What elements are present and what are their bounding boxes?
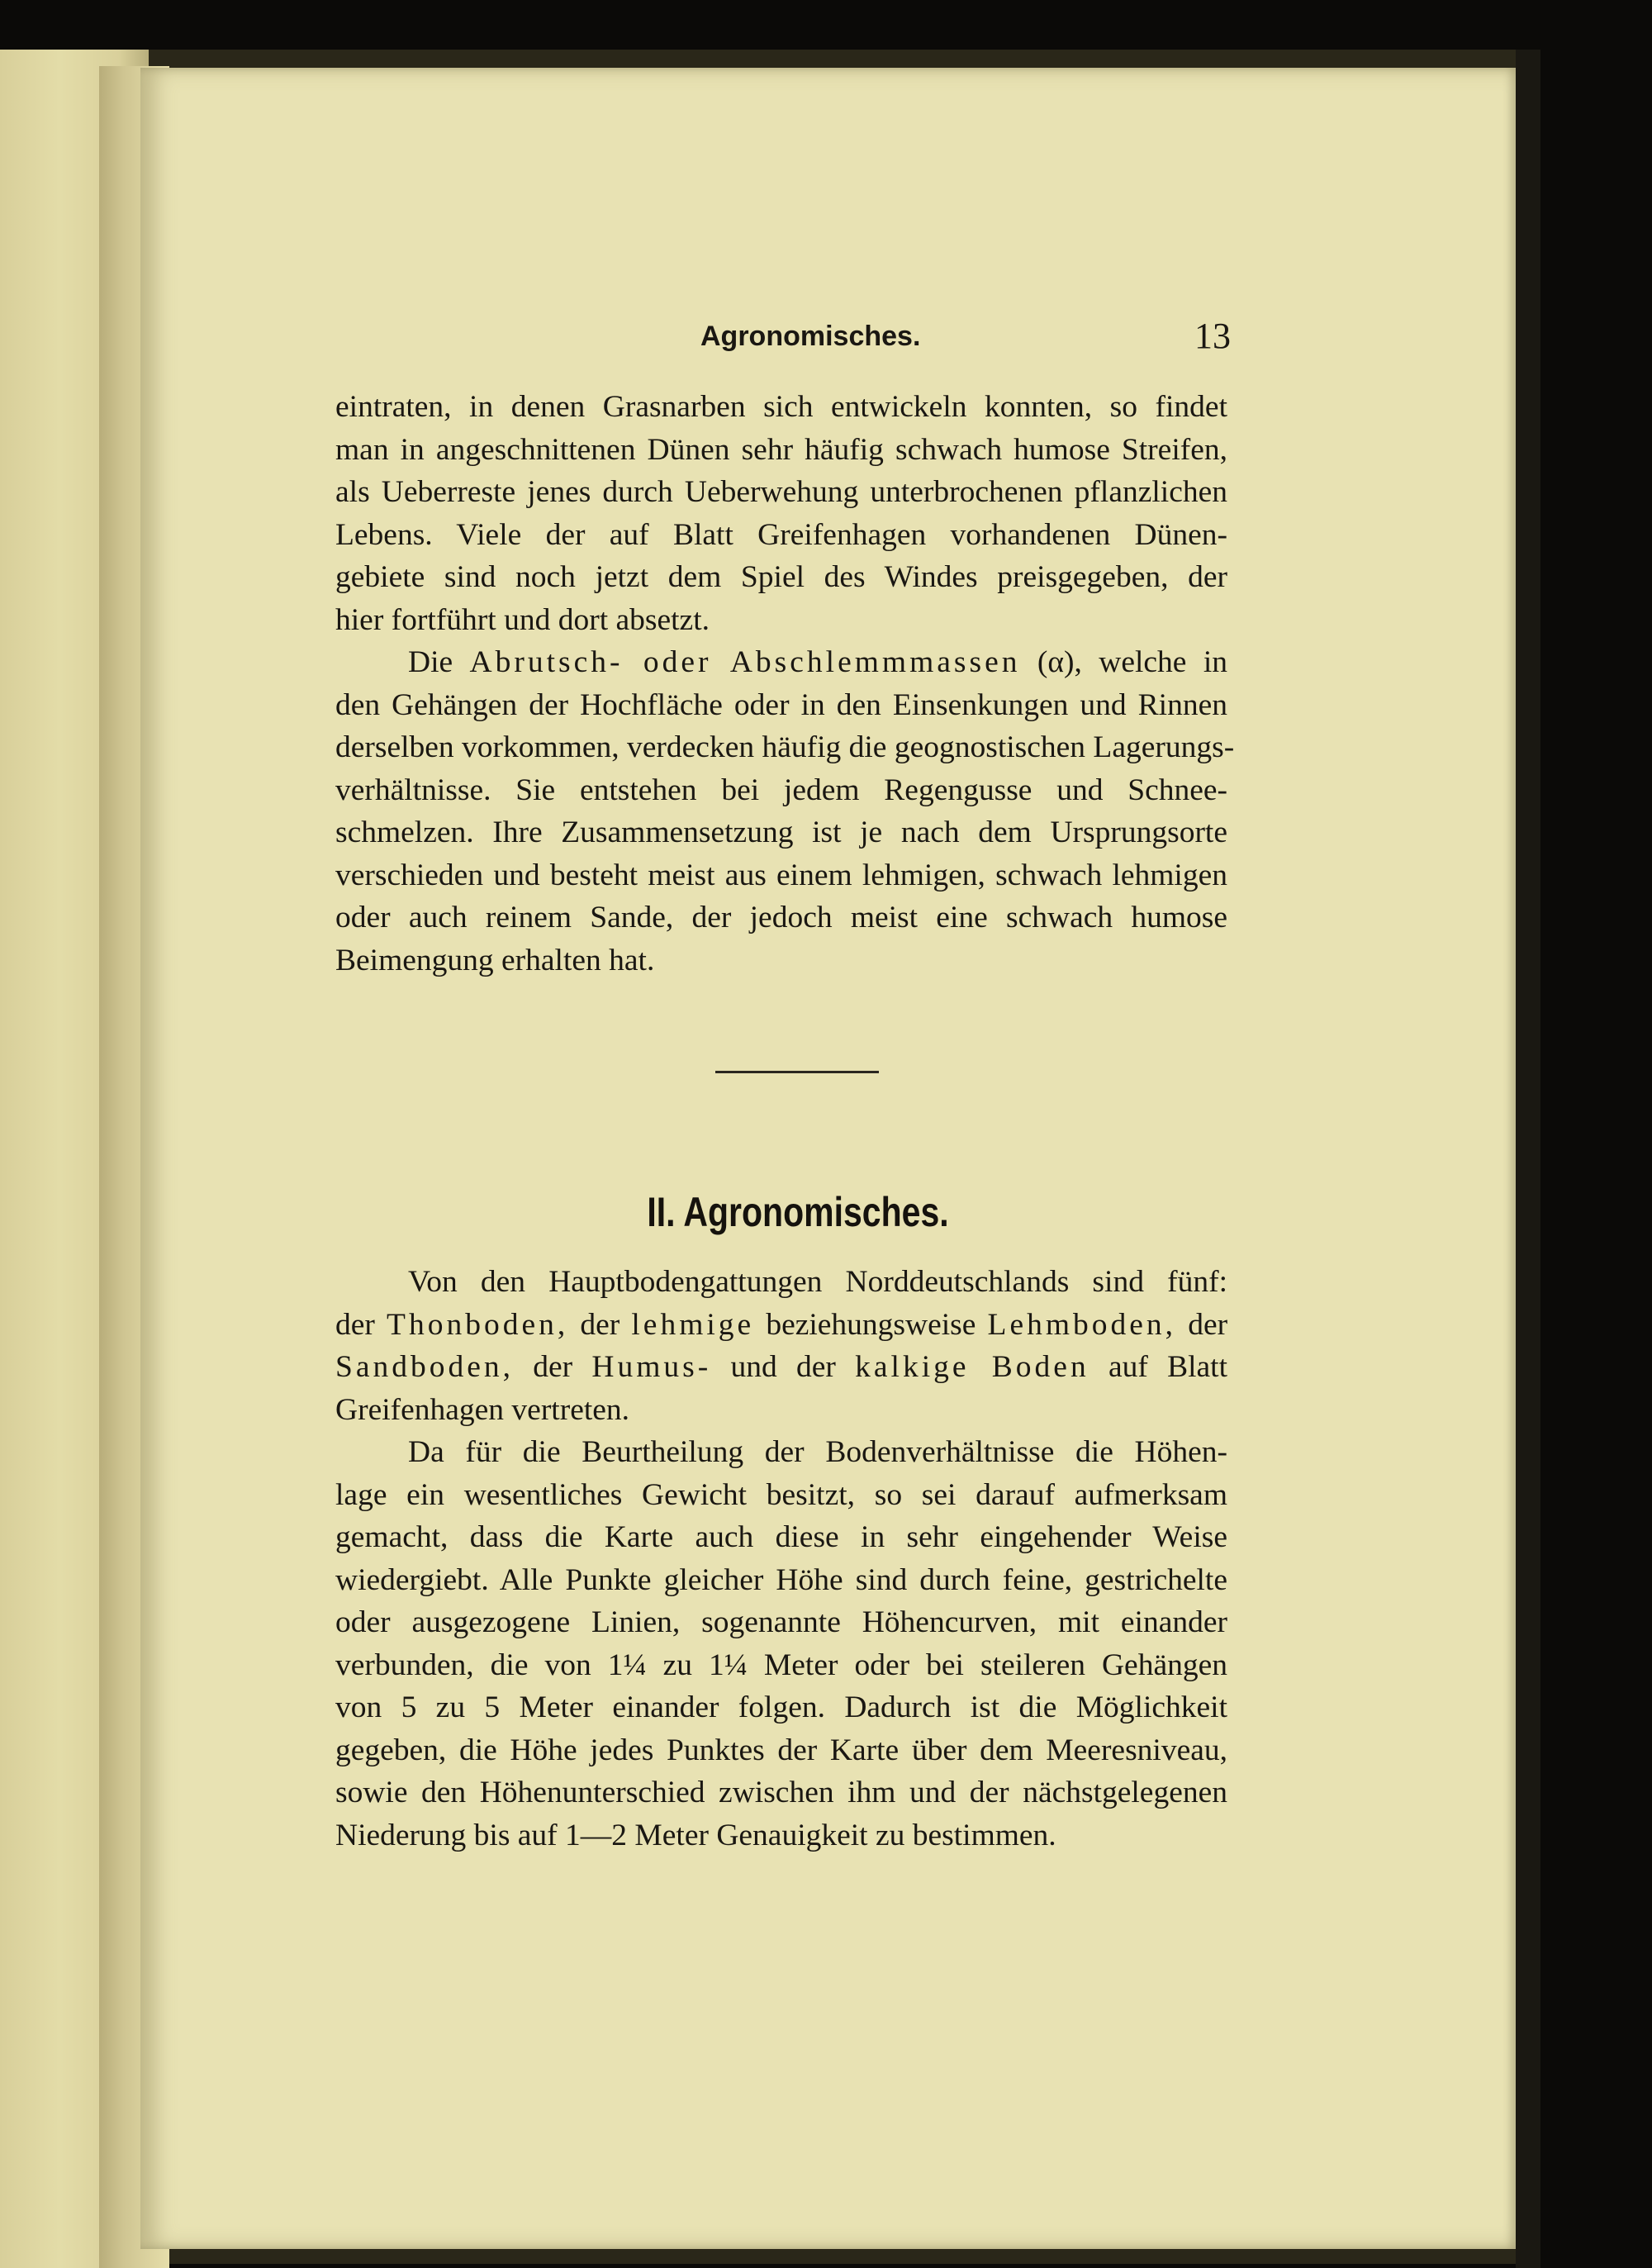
text-line: Niederung bis auf 1—2 Meter Genauigkeit zu bestimmen.: [335, 1818, 1056, 1852]
text-line: derselben vorkommen, verdecken häufig die geognostischen Lagerungs-: [335, 730, 1235, 764]
spaced-term: Thonboden,: [387, 1307, 569, 1342]
text-line: verhältnisse. Sie entstehen bei jedem Regengusse und Schnee-: [335, 773, 1227, 807]
text-line: hier fortführt und dort absetzt.: [335, 602, 710, 637]
text-line: gegeben, die Höhe jedes Punktes der Karte über dem Meeresniveau,: [335, 1733, 1227, 1767]
text-line: als Ueberreste jenes durch Ueberwehung unterbrochenen pflanzlichen: [335, 475, 1227, 509]
text-run: auf Blatt: [1108, 1350, 1227, 1384]
section-heading: II. Agronomisches.: [647, 1189, 949, 1235]
text-run: der: [335, 1307, 375, 1342]
spaced-term: Humus-: [591, 1350, 712, 1384]
text-line: [335, 641, 1227, 684]
text-run: (α), welche in: [1037, 645, 1227, 679]
text-line: [335, 1346, 1227, 1389]
section-divider: [715, 1071, 879, 1073]
text-run: der: [533, 1350, 573, 1384]
text-line: gemacht, dass die Karte auch diese in sehr eingehender Weise: [335, 1520, 1227, 1554]
text-line: Da für die Beurtheilung der Bodenverhältnisse die Höhen-: [408, 1435, 1227, 1469]
spaced-term: Sandboden,: [335, 1350, 515, 1384]
text-line: man in angeschnittenen Dünen sehr häufig schwach humose Streifen,: [335, 432, 1227, 467]
text-line: verschieden und besteht meist aus einem lehmigen, schwach lehmigen: [335, 858, 1227, 892]
text-line: oder ausgezogene Linien, sogenannte Höhencurven, mit einander: [335, 1605, 1227, 1639]
text-line: Lebens. Viele der auf Blatt Greifenhagen vorhandenen Dünen-: [335, 517, 1227, 552]
page-number: 13: [1194, 316, 1231, 356]
text-line: Von den Hauptbodengattungen Norddeutschlands sind fünf:: [408, 1265, 1227, 1299]
text-run: Die: [408, 645, 453, 679]
text-line: von 5 zu 5 Meter einander folgen. Dadurch ist die Möglichkeit: [335, 1690, 1227, 1724]
text-line: oder auch reinem Sande, der jedoch meist eine schwach humose: [335, 901, 1227, 934]
text-line: Beimengung erhalten hat.: [335, 943, 655, 977]
text-run: der: [1188, 1307, 1228, 1342]
text-line: sowie den Höhenunterschied zwischen ihm und der nächstgelegenen: [335, 1776, 1227, 1809]
text-line: verbunden, die von 1¼ zu 1¼ Meter oder bei steileren Gehängen: [335, 1648, 1227, 1682]
paragraph-4: [335, 1431, 1227, 1857]
paragraph-1: [335, 386, 1227, 641]
spaced-term: lehmige: [631, 1307, 755, 1342]
text-run: und der: [730, 1350, 836, 1384]
spaced-term: kalkige Boden: [855, 1350, 1089, 1384]
text-line: wiedergiebt. Alle Punkte gleicher Höhe sind durch feine, gestrichelte: [335, 1562, 1227, 1597]
text-line: eintraten, in denen Grasnarben sich entwickeln konnten, so findet: [335, 390, 1227, 424]
text-line: [335, 1304, 1227, 1347]
paragraph-3: [335, 1261, 1227, 1431]
spaced-term: Lehmboden,: [987, 1307, 1177, 1342]
text-line: lage ein wesentliches Gewicht besitzt, so sei darauf aufmerksam: [335, 1477, 1227, 1512]
paragraph-2: [335, 641, 1235, 982]
text-line: schmelzen. Ihre Zusammensetzung ist je nach dem Ursprungsorte: [335, 815, 1227, 849]
text-run: der: [580, 1307, 620, 1342]
text-line: gebiete sind noch jetzt dem Spiel des Windes preisgegeben, der: [335, 560, 1227, 594]
text-run: beziehungsweise: [766, 1307, 976, 1342]
cover-edge: [1516, 50, 1540, 2268]
spaced-term: Abrutsch- oder Abschlemmmassen: [469, 645, 1021, 679]
text-line: Greifenhagen vertreten.: [335, 1392, 630, 1427]
text-line: den Gehängen der Hochfläche oder in den Einsenkungen und Rinnen: [335, 687, 1227, 722]
running-header: Agronomisches.: [700, 321, 921, 352]
